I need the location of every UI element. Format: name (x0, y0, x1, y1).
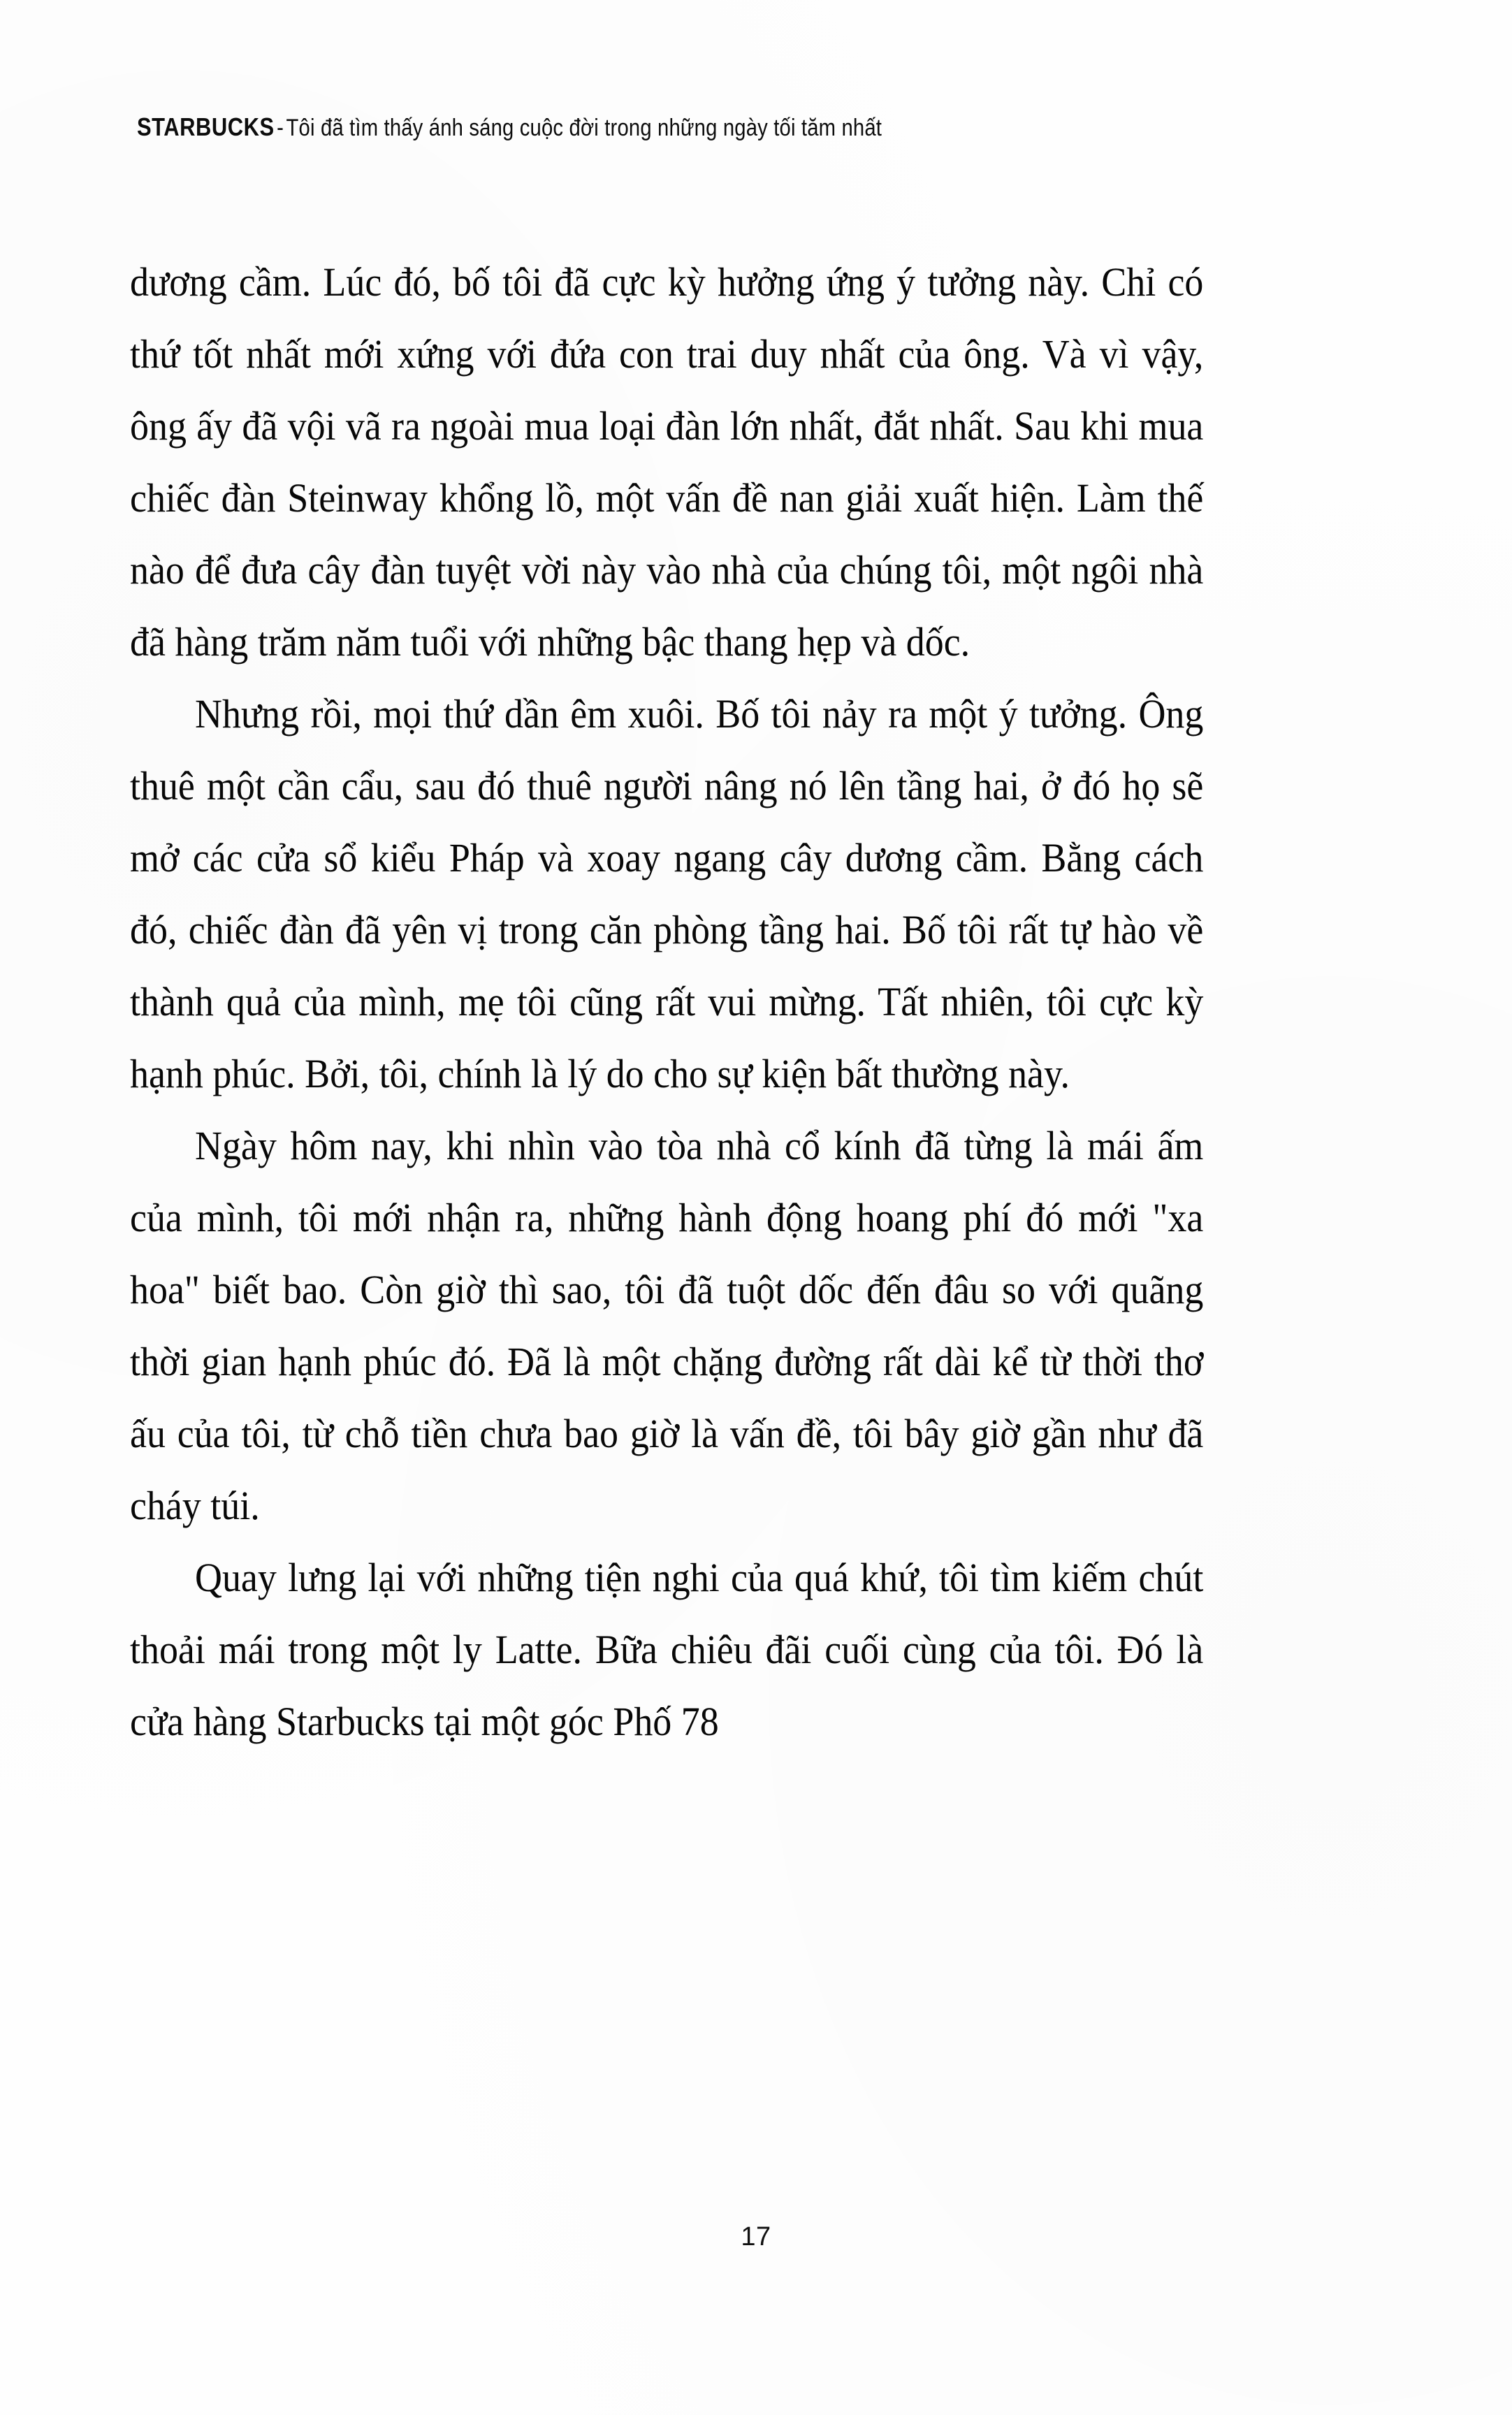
body-text-column (130, 246, 1284, 1757)
header-brand: STARBUCKS (137, 113, 275, 141)
paragraph: Ngày hôm nay, khi nhìn vào tòa nhà cổ kính đã từng là mái ấm của mình, tôi mới nhận ra, những hành động hoang phí đó mới "xa hoa" biết bao. Còn giờ thì sao, tôi đã tuột dốc đến đâu so với quãng thời gian hạnh phúc đó. Đã là một chặng đường rất dài kể từ thời thơ ấu của tôi, từ chỗ tiền chưa bao giờ là vấn đề, tôi bây giờ gần như đã cháy túi. (130, 1123, 1204, 1528)
header-separator: - (277, 115, 284, 141)
paragraph: Quay lưng lại với những tiện nghi của quá khứ, tôi tìm kiếm chút thoải mái trong một ly Latte. Bữa chiêu đãi cuối cùng của tôi. Đó là cửa hàng Starbucks tại một góc Phố 78 (130, 1555, 1204, 1744)
running-header (137, 113, 1158, 141)
paragraph: dương cầm. Lúc đó, bố tôi đã cực kỳ hưởng ứng ý tưởng này. Chỉ có thứ tốt nhất mới xứng với đứa con trai duy nhất của ông. Và vì vậy, ông ấy đã vội vã ra ngoài mua loại đàn lớn nhất, đắt nhất. Sau khi mua chiếc đàn Steinway khổng lồ, một vấn đề nan giải xuất hiện. Làm thế nào để đưa cây đàn tuyệt vời này vào nhà của chúng tôi, một ngôi nhà đã hàng trăm năm tuổi với những bậc thang hẹp và dốc. (130, 259, 1204, 665)
paragraph: Nhưng rồi, mọi thứ dần êm xuôi. Bố tôi nảy ra một ý tưởng. Ông thuê một cần cẩu, sau đó thuê người nâng nó lên tầng hai, ở đó họ sẽ mở các cửa sổ kiểu Pháp và xoay ngang cây dương cầm. Bằng cách đó, chiếc đàn đã yên vị trong căn phòng tầng hai. Bố tôi rất tự hào về thành quả của mình, mẹ tôi cũng rất vui mừng. Tất nhiên, tôi cực kỳ hạnh phúc. Bởi, tôi, chính là lý do cho sự kiện bất thường này. (130, 691, 1204, 1096)
header-subtitle: Tôi đã tìm thấy ánh sáng cuộc đời trong những ngày tối tăm nhất (286, 115, 882, 141)
page-number: 17 (741, 2222, 771, 2251)
